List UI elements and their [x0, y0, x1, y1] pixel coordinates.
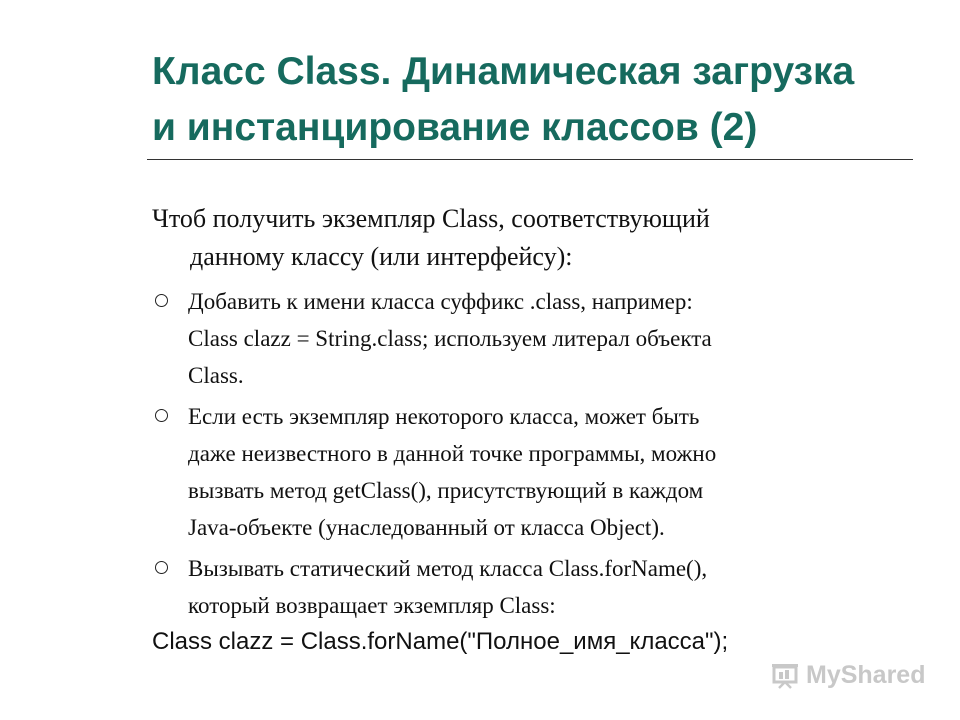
bullet-line: Вызывать статический метод класса Class.forName(),: [188, 556, 708, 581]
bullet-line: Если есть экземпляр некоторого класса, может быть: [188, 404, 700, 429]
bullet-line: вызвать метод getClass(), присутствующий в каждом: [188, 478, 704, 503]
bullet-line: который возвращает экземпляр Class:: [188, 593, 556, 618]
bullet-line: Java-объекте (унаследованный от класса Object).: [188, 515, 665, 540]
watermark-text: MyShared: [806, 660, 926, 689]
circle-bullet-icon: [155, 294, 168, 307]
bullet-item-class-literal: [152, 283, 712, 394]
intro-line-1: Чтоб получить экземпляр Class, соответствующий: [152, 204, 710, 233]
bullet-item-getclass: [152, 398, 716, 546]
circle-bullet-icon: [155, 409, 168, 422]
bullet-line: Добавить к имени класса суффикс .class, например:: [188, 289, 693, 314]
title-line-2: и инстанцирование классов (2): [152, 106, 758, 149]
bullet-line: Class clazz = String.class; используем литерал объекта: [188, 326, 712, 351]
watermark: [770, 660, 925, 690]
bullet-line: Class.: [188, 363, 244, 388]
title-divider: [147, 159, 913, 160]
slide-title: [152, 44, 942, 156]
title-line-1: Класс Class. Динамическая загрузка: [152, 50, 855, 93]
intro-paragraph: [152, 200, 710, 276]
bullet-line: даже неизвестного в данной точке программы, можно: [188, 441, 717, 466]
bullet-text: [152, 550, 707, 624]
bullet-text: [152, 283, 712, 394]
bullet-item-forname: [152, 550, 707, 624]
bullet-text: [152, 398, 716, 546]
code-example: Class clazz = Class.forName("Полное_имя_класса");: [152, 628, 729, 655]
intro-line-2: данному классу (или интерфейсу):: [190, 242, 573, 271]
circle-bullet-icon: [155, 561, 168, 574]
presentation-icon: [770, 661, 800, 689]
